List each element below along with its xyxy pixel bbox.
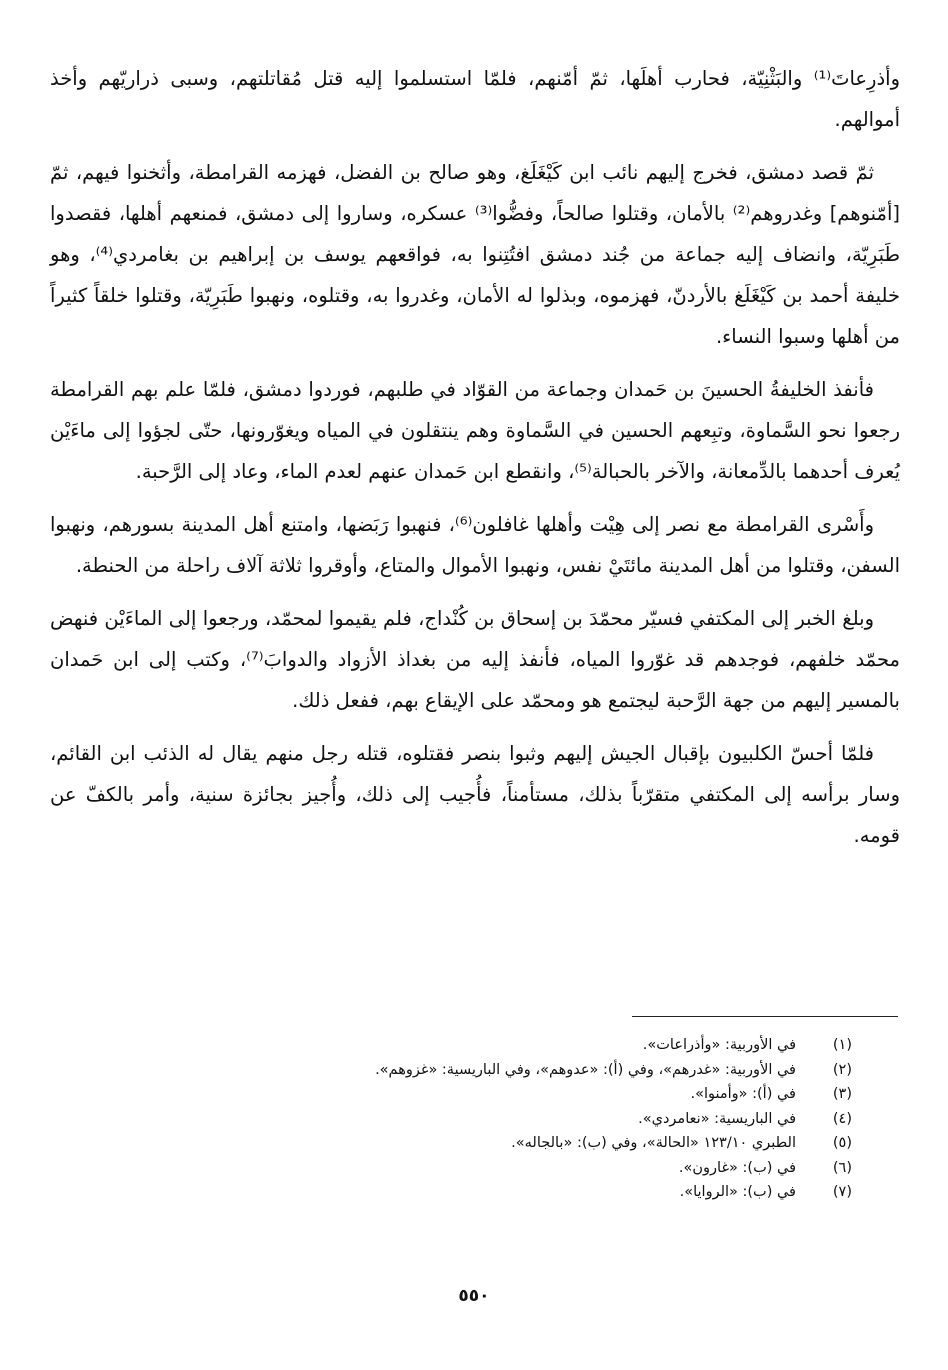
footnote-text: في الباريسية: «نعامردي».	[638, 1110, 796, 1127]
footnotes	[92, 1033, 852, 1205]
footnote-text: في الأوربية: «غدرهم»، وفي (أ): «عدوهم»، وفي الباريسية: «غزوهم».	[375, 1061, 796, 1078]
paragraph: فأنفذ الخليفةُ الحسينَ بن حَمدان وجماعة من القوّاد في طلبهم، فوردوا دمشق، فلمّا علم بهم القرامطة رجعوا نحو السَّماوة، وتبِعهم الحسين في السَّماوة وهم ينتقلون في المياه ويغوّرونها، حتّى لجؤوا إلى ماءَيْن يُعرف أحدهما بالدِّمعانة، والآخر بالحبالة⁽⁵⁾، وانقطع ابن حَمدان عنهم لعدم الماء، وعاد إلى الرَّحبة.	[50, 378, 900, 483]
paragraph: وأَسْرى القرامطة مع نصر إلى هِيْت وأهلها غافلون⁽⁶⁾، فنهبوا رَبَضها، وامتنع أهل المدينة بسورهم، ونهبوا السفن، وقتلوا من أهل المدينة مائتَيْ نفس، ونهبوا الأموال والمتاع، وأوقروا ثلاثة آلاف راحلة من الحنطة.	[50, 513, 900, 577]
footnote-divider	[632, 1016, 898, 1017]
paragraph: ثمّ قصد دمشق، فخرج إليهم نائب ابن كَيْغَلَغ، وهو صالح بن الفضل، فهزمه القرامطة، وأثخنوا فيهم، ثمّ [أمّنوهم] وغدروهم⁽²⁾ بالأمان، وقتلوا صالحاً، وفضُّوا⁽³⁾ عسكره، وساروا إلى دمشق، فمنعهم أهلها، فقصدوا طَبَرِيّة، وانضاف إليه جماعة من جُند دمشق افتُتِنوا به، فواقعهم يوسف بن إبراهيم بن بغامردي⁽⁴⁾، وهو خليفة أحمد بن كَيْغَلَغ بالأردنّ، فهزموه، وبذلوا له الأمان، وغدروا به، وقتلوه، ونهبوا طَبَرِيّة، وقتلوا خلقاً كثيراً من أهلها وسبوا النساء.	[50, 161, 900, 348]
paragraph: وأذرِعاتَ⁽¹⁾ والبَثْنِيّة، فحارب أهلَها، ثمّ أمّنهم، فلمّا استسلموا إليه قتل مُقاتلتهم، وسبى ذراريّهم وأخذ أموالهم.	[50, 67, 900, 131]
footnote-number: (٧)	[832, 1184, 852, 1200]
footnote-text: الطبري ١٢٣/١٠ «الحالة»، وفي (ب): «بالجاله».	[511, 1135, 796, 1151]
footnote	[92, 1082, 852, 1107]
footnote-text: في الأوربية: «وأذراعات».	[642, 1037, 796, 1053]
footnote	[92, 1180, 852, 1205]
footnote-number: (٥)	[832, 1135, 852, 1151]
page-number: ٥٥٠	[458, 1286, 490, 1306]
footnote-number: (٢)	[832, 1061, 852, 1078]
paragraph: فلمّا أحسّ الكلبيون بإقبال الجيش إليهم وثبوا بنصر فقتلوه، قتله رجل منهم يقال له الذئب ابن القائم، وسار برأسه إلى المكتفي متقرّباً بذلك، مستأمناً، فأُجيب إلى ذلك، وأُجيز بجائزة سنية، وأمر بالكفّ عن قومه.	[50, 742, 900, 847]
footnote-number: (٣)	[832, 1086, 852, 1102]
footnote	[92, 1033, 852, 1058]
footnote	[92, 1156, 852, 1181]
paragraph: وبلغ الخبر إلى المكتفي فسيّر محمّدَ بن إسحاق بن كُنْداج، فلم يقيموا لمحمّد، ورجعوا إلى الماءَيْن فنهض محمّد خلفهم، فوجدهم قد غوّروا المياه، فأنفذ إليه من بغداذ الأزواد والدوابَ⁽⁷⁾، وكتب إلى ابن حَمدان بالمسير إليهم من جهة الرَّحبة ليجتمع هو ومحمّد على الإيقاع بهم، ففعل ذلك.	[50, 607, 900, 712]
footnote	[92, 1131, 852, 1156]
footnote-text: في (ب): «غارون».	[678, 1159, 796, 1176]
footnote	[92, 1107, 852, 1132]
main-text	[50, 58, 900, 868]
footnote-number: (٤)	[832, 1110, 852, 1127]
footnote-number: (١)	[832, 1037, 852, 1053]
footnote-text: في (أ): «وأمنوا».	[690, 1086, 796, 1102]
footnote-text: في (ب): «الروايا».	[679, 1184, 796, 1200]
footnote	[92, 1058, 852, 1083]
footnote-number: (٦)	[832, 1159, 852, 1176]
